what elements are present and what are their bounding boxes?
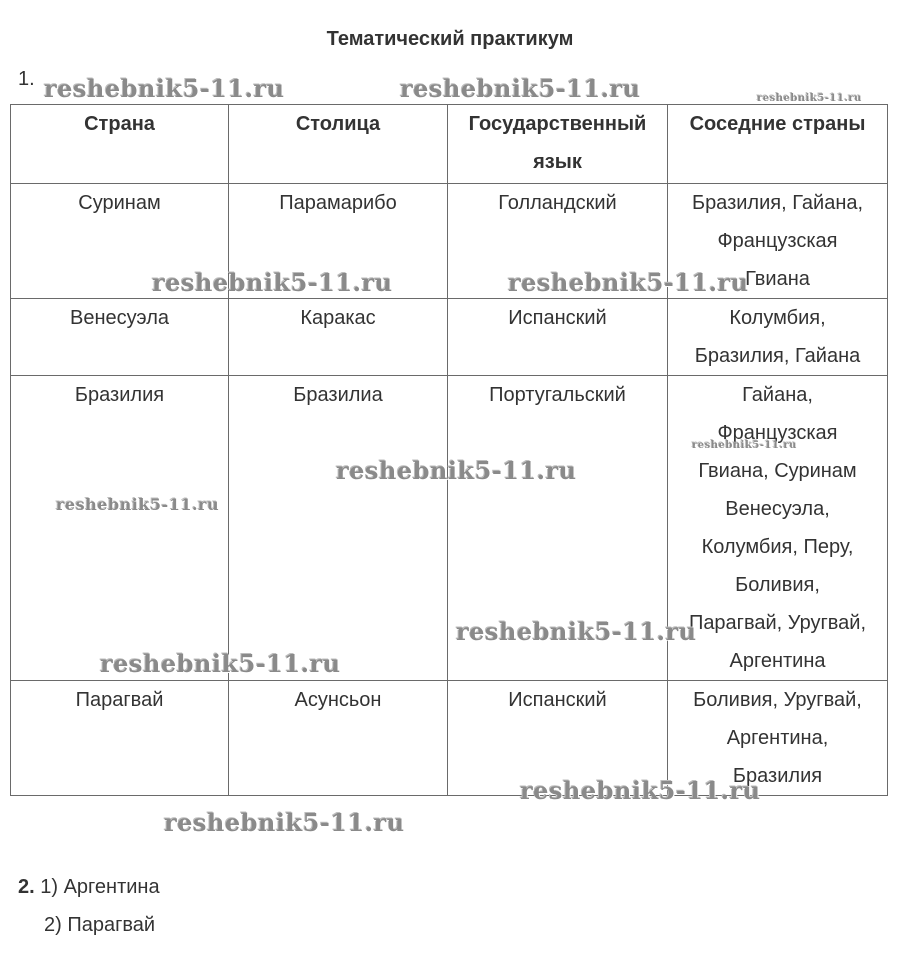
watermark: reshebnik5-11.ru (152, 268, 393, 297)
header-neighbors: Соседние страны (668, 105, 888, 184)
header-capital: Столица (229, 105, 448, 184)
neighbors-line: Боливия, (735, 574, 820, 596)
cell-country: Суринам (11, 184, 229, 299)
watermark: reshebnik5-11.ru (56, 495, 220, 514)
answer-text: 2) Парагвай (44, 914, 156, 936)
cell-language: Испанский (448, 299, 668, 376)
neighbors-line: Колумбия, (729, 307, 826, 329)
neighbors-line: Бразилия, Гайана, (691, 192, 864, 214)
answer-text: 1) Аргентина (40, 876, 160, 898)
cell-language: Голландский (448, 184, 668, 299)
neighbors-line: Французская (717, 230, 838, 252)
cell-country: Бразилия (11, 376, 229, 681)
neighbors-line: Аргентина (729, 650, 826, 672)
task-2-number: 2. (18, 876, 35, 898)
watermark: reshebnik5-11.ru (757, 93, 862, 104)
cell-language: Испанский (448, 681, 668, 796)
answer-line (18, 906, 160, 944)
cell-neighbors (668, 299, 888, 376)
neighbors-line: Парагвай, Уругвай, (688, 612, 867, 634)
header-language: Государственный язык (448, 105, 668, 184)
watermark: reshebnik5-11.ru (508, 268, 749, 297)
watermark: reshebnik5-11.ru (400, 74, 641, 103)
watermark: reshebnik5-11.ru (456, 617, 697, 646)
task-1-number: 1. (18, 68, 35, 90)
neighbors-line: Гвиана, Суринам (698, 460, 857, 482)
table-row (11, 184, 888, 299)
task-2-answers (18, 868, 160, 944)
table-row (11, 299, 888, 376)
header-country: Страна (11, 105, 229, 184)
neighbors-line: Боливия, Уругвай, (693, 689, 862, 711)
answer-line (18, 868, 160, 906)
watermark: reshebnik5-11.ru (164, 808, 405, 837)
cell-country: Венесуэла (11, 299, 229, 376)
watermark: reshebnik5-11.ru (100, 649, 341, 678)
neighbors-line: Колумбия, Перу, (701, 536, 854, 558)
neighbors-line: Аргентина, (726, 727, 829, 749)
cell-capital: Асунсьон (229, 681, 448, 796)
neighbors-line: Бразилия (732, 765, 823, 787)
neighbors-line: Бразилия, Гайана (694, 345, 861, 367)
cell-capital: Каракас (229, 299, 448, 376)
table-header-row (11, 105, 888, 184)
watermark: reshebnik5-11.ru (44, 74, 285, 103)
cell-country: Парагвай (11, 681, 229, 796)
cell-capital: Парамарибо (229, 184, 448, 299)
watermark: reshebnik5-11.ru (520, 776, 761, 805)
neighbors-line: Венесуэла, (725, 498, 830, 520)
neighbors-line: Гвиана (745, 268, 810, 290)
cell-capital: Бразилиа (229, 376, 448, 681)
page-title: Тематический практикум (326, 28, 574, 50)
cell-neighbors (668, 376, 888, 681)
watermark: reshebnik5-11.ru (336, 456, 577, 485)
neighbors-line: Французская (717, 422, 838, 444)
watermark: reshebnik5-11.ru (692, 440, 797, 451)
table-row (11, 376, 888, 681)
cell-language: Португальский (448, 376, 668, 681)
neighbors-line: Гайана, (742, 384, 813, 406)
